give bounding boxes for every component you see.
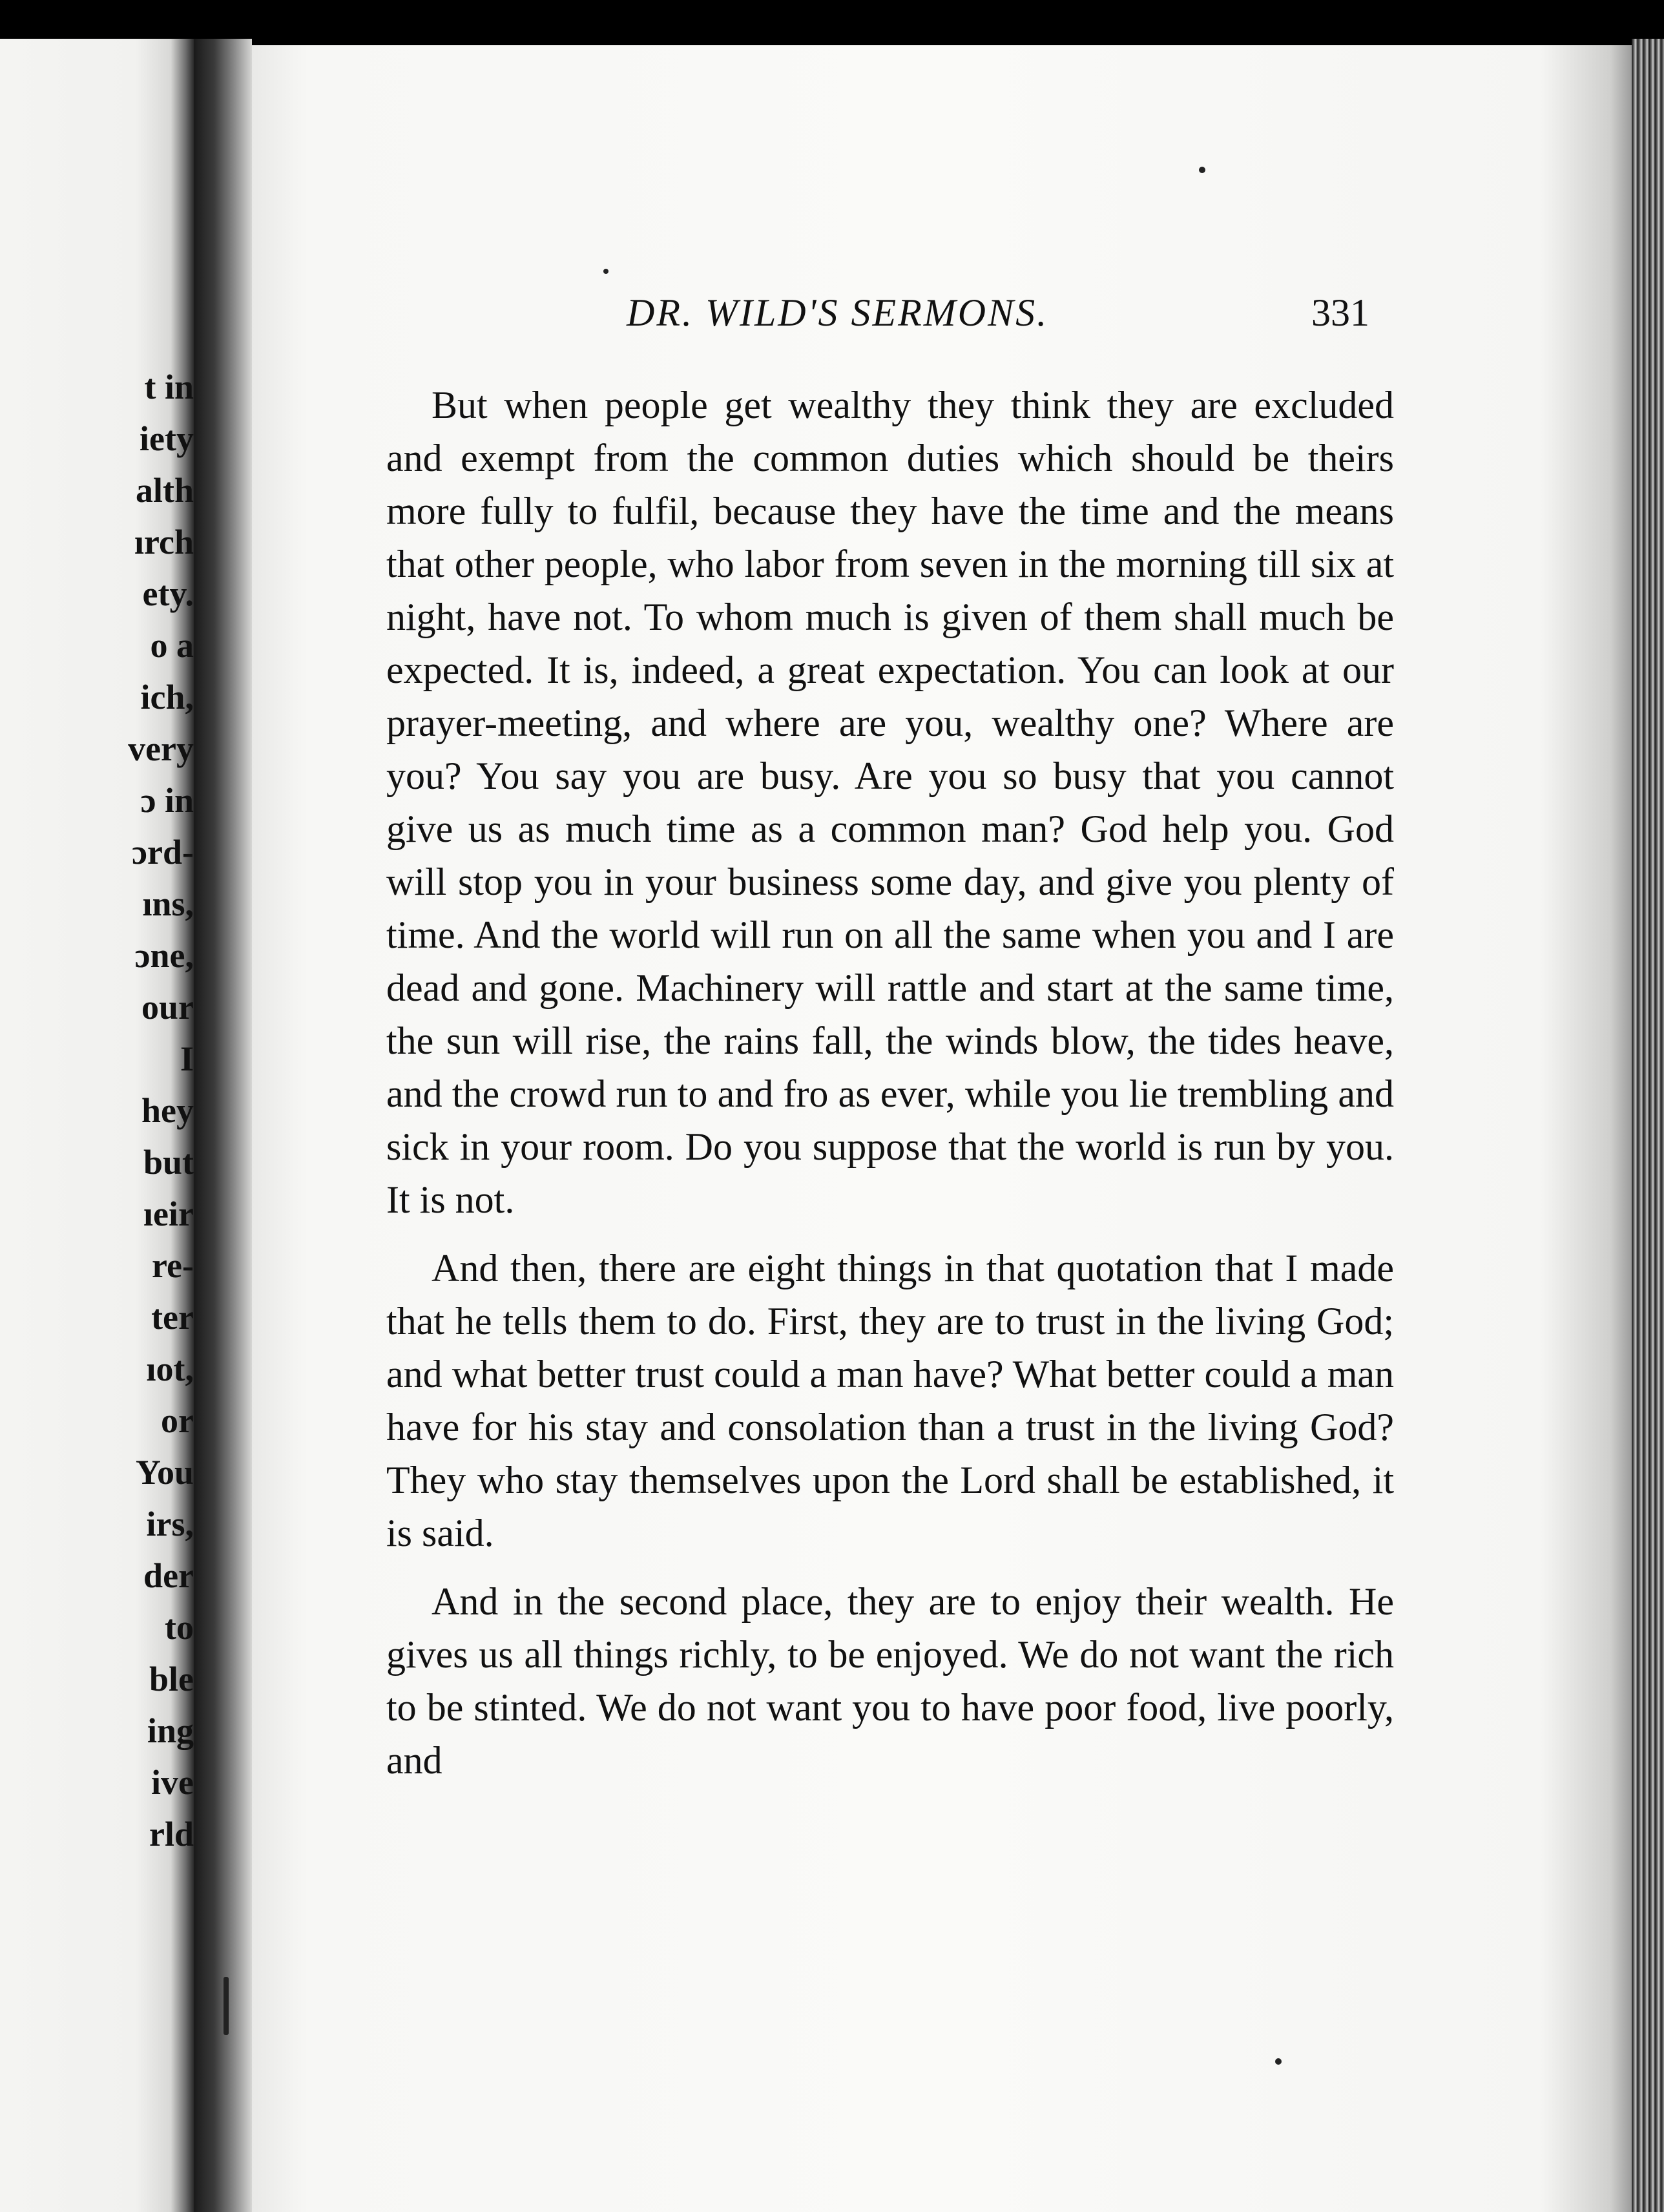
left-page-line: ing [147, 1711, 194, 1750]
left-page-line: ıot, [146, 1350, 194, 1388]
facing-page-left [0, 39, 194, 2212]
scan-speck [1275, 2058, 1282, 2065]
left-page-line: alth [135, 471, 194, 510]
paragraph: And then, there are eight things in that quotation that I made that he tells them to do. First, they are to trust in the living God; and what better trust could a man have? What better could a man have for his stay and consolation than a trust in the living God? They who stay themselves upon the Lord shall be established, it is said. [386, 1247, 1394, 1554]
left-page-line: to [165, 1608, 194, 1647]
left-page-line: ble [149, 1660, 194, 1698]
scan-speck [603, 269, 608, 274]
left-page-line: ɔ in [140, 781, 194, 820]
paragraph: But when people get wealthy they think they are excluded and exempt from the common duties which should be theirs more fully to fulfil, because they have the time and the means that other people, who labor from seven in the morning till six at night, have not. To whom much is given of them shall much be expected. It is, indeed, a great expectation. You can look at our prayer-meeting, and where are you, wealthy one? Where are you? You say you are busy. Are you so busy that you cannot give us as much time as a common man? God help you. God will stop you in your business some day, and give you plenty of time. And the world will run on all the same when you and I are dead and gone. Machinery will rattle and start at the same time, the sun will rise, the rains fall, the winds blow, the tides heave, and the crowd run to and fro as ever, while you lie trembling and sick in your room. Do you suppose that the world is run by you. It is not. [386, 384, 1394, 1221]
left-page-line: You [135, 1453, 194, 1492]
left-page-line: hey [141, 1091, 194, 1130]
left-page-line: der [143, 1556, 194, 1595]
left-page-line: I [180, 1039, 194, 1078]
left-page-line: very [128, 729, 194, 768]
book-gutter [194, 39, 252, 2212]
left-page-line: or [161, 1401, 194, 1440]
page-edge-stack [1632, 39, 1664, 2212]
left-page-line: ɔne, [134, 936, 194, 975]
scan-speck [1199, 167, 1205, 173]
left-page-line: rld [149, 1815, 194, 1853]
left-page-line: ive [151, 1763, 194, 1802]
left-page-line: but [143, 1143, 194, 1182]
left-page-line: ɔrd- [132, 833, 194, 871]
left-page-line: irs, [146, 1505, 194, 1543]
scan-mark [224, 1977, 229, 2035]
left-page-line: o a [150, 626, 194, 665]
left-page-line: ety. [142, 574, 194, 613]
scan-top-border [0, 0, 1664, 39]
left-page-line: ich, [140, 678, 194, 716]
left-page-line: ter [151, 1298, 194, 1337]
paragraph: And in the second place, they are to enjoy their wealth. He gives us all things richly, to be enjoyed. We do not want the rich to be stinted. We do not want you to have poor food, live poorly, and [386, 1580, 1394, 1782]
left-page-line: re- [152, 1246, 194, 1285]
left-page-line: ıns, [142, 884, 194, 923]
page-body [386, 379, 1394, 1802]
left-page-line: iety [140, 419, 194, 458]
running-header: DR. WILD'S SERMONS. [627, 291, 1049, 334]
left-page-line: ırch [134, 523, 194, 561]
left-page-line: our [141, 988, 194, 1027]
page-number: 331 [1311, 291, 1369, 334]
left-page-line: t in [144, 368, 194, 406]
left-page-line: ıeir [143, 1195, 194, 1233]
